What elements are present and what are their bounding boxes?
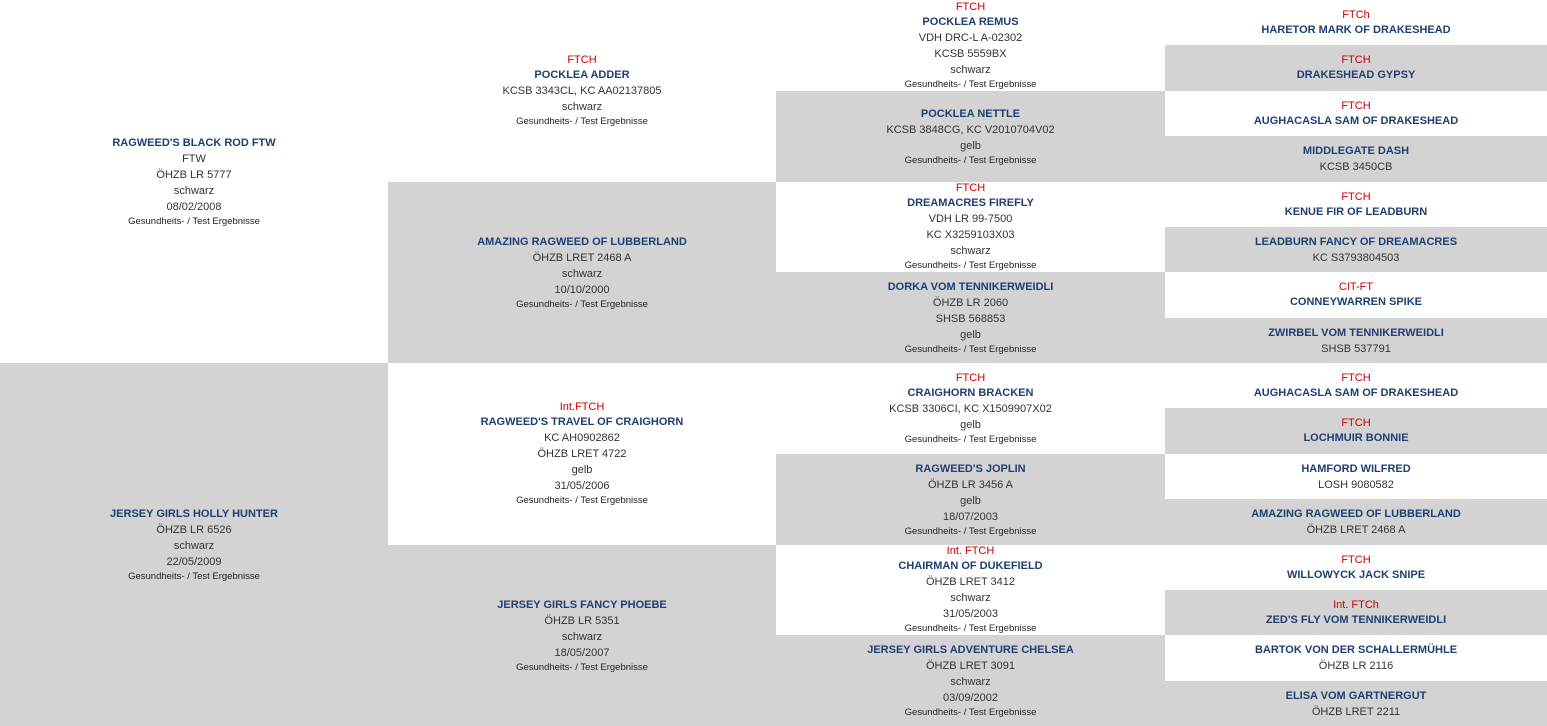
pedigree-cell-gen4-5 xyxy=(1165,227,1547,272)
pedigree-cell-gen2-0 xyxy=(388,0,776,182)
pedigree-cell-gen1-1 xyxy=(0,363,388,726)
ancestor-info: 31/05/2003 xyxy=(942,608,999,620)
ancestor-info: 10/10/2000 xyxy=(554,283,610,296)
ancestor-info: schwarz xyxy=(950,675,991,688)
ancestor-info: gelb xyxy=(571,464,593,476)
pedigree-cell-gen4-3 xyxy=(1165,136,1547,182)
ancestor-name-link[interactable]: JERSEY GIRLS ADVENTURE CHELSEA xyxy=(867,643,1074,656)
ancestor-info: schwarz xyxy=(173,184,215,197)
ancestor-name-link[interactable]: ELISA VOM GARTNERGUT xyxy=(1285,689,1427,702)
ancestor-info: KC X3259103X03 xyxy=(926,229,1015,241)
pedigree-cell-gen4-1 xyxy=(1165,45,1547,91)
ancestor-info: KC AH0902862 xyxy=(544,432,620,444)
health-test-results-link[interactable]: Gesundheits- / Test Ergebnisse xyxy=(904,525,1037,537)
health-test-results-link[interactable]: Gesundheits- / Test Ergebnisse xyxy=(904,623,1037,634)
ancestor-name-link[interactable]: CHAIRMAN OF DUKEFIELD xyxy=(898,560,1043,572)
ancestor-info: ÖHZB LRET 4722 xyxy=(537,448,627,460)
health-test-results-link[interactable]: Gesundheits- / Test Ergebnisse xyxy=(516,495,648,506)
ancestor-title: FTCH xyxy=(1341,99,1371,112)
pedigree-cell-gen3-4 xyxy=(776,363,1165,454)
health-test-results-link[interactable]: Gesundheits- / Test Ergebnisse xyxy=(904,343,1037,355)
ancestor-name-link[interactable]: LOCHMUIR BONNIE xyxy=(1303,432,1409,444)
ancestor-info: gelb xyxy=(960,328,981,341)
pedigree-cell-gen4-7 xyxy=(1165,318,1547,363)
health-test-results-link[interactable]: Gesundheits- / Test Ergebnisse xyxy=(904,260,1037,271)
ancestor-title: FTCH xyxy=(955,182,986,194)
ancestor-info: SHSB 568853 xyxy=(935,312,1006,325)
ancestor-title: FTCH xyxy=(567,54,597,66)
pedigree-cell-gen3-7 xyxy=(776,635,1165,726)
ancestor-title: Int. FTCh xyxy=(1333,598,1379,611)
ancestor-name-link[interactable]: DORKA VOM TENNIKERWEIDLI xyxy=(887,280,1054,293)
pedigree-cell-gen4-2 xyxy=(1165,91,1547,136)
pedigree-cell-gen4-14 xyxy=(1165,635,1547,681)
ancestor-title: FTCH xyxy=(1341,190,1371,203)
ancestor-info: schwarz xyxy=(950,245,991,257)
ancestor-title: FTCH xyxy=(1341,417,1371,429)
ancestor-info: schwarz xyxy=(561,630,603,643)
ancestor-info: gelb xyxy=(960,139,981,152)
ancestor-info: ÖHZB LRET 2211 xyxy=(1311,705,1401,718)
ancestor-info: ÖHZB LRET 3412 xyxy=(925,576,1016,588)
ancestor-title: CIT-FT xyxy=(1338,281,1374,293)
pedigree-cell-gen4-11 xyxy=(1165,499,1547,545)
ancestor-info: VDH DRC-L A-02302 xyxy=(918,31,1023,44)
ancestor-info: schwarz xyxy=(950,63,991,76)
pedigree-cell-gen4-10 xyxy=(1165,454,1547,499)
ancestor-info: ÖHZB LR 5777 xyxy=(156,168,232,181)
pedigree-cell-gen3-2 xyxy=(776,182,1165,272)
ancestor-info: KCSB 5559BX xyxy=(934,47,1007,60)
ancestor-name-link[interactable]: DRAKESHEAD GYPSY xyxy=(1296,69,1416,81)
ancestor-name-link[interactable]: LEADBURN FANCY OF DREAMACRES xyxy=(1254,235,1458,248)
pedigree-cell-gen3-3 xyxy=(776,272,1165,363)
health-test-results-link[interactable]: Gesundheits- / Test Ergebnisse xyxy=(904,433,1037,445)
ancestor-name-link[interactable]: DREAMACRES FIREFLY xyxy=(907,197,1034,209)
pedigree-cell-gen2-3 xyxy=(388,545,776,726)
ancestor-title: FTCH xyxy=(955,0,986,13)
ancestor-info: ÖHZB LR 6526 xyxy=(156,523,232,536)
health-test-results-link[interactable]: Gesundheits- / Test Ergebnisse xyxy=(516,298,648,310)
ancestor-name-link[interactable]: HARETOR MARK OF DRAKESHEAD xyxy=(1261,23,1451,36)
pedigree-cell-gen1-0 xyxy=(0,0,388,363)
pedigree-cell-gen2-1 xyxy=(388,182,776,363)
ancestor-name-link[interactable]: RAGWEED'S JOPLIN xyxy=(915,462,1026,475)
ancestor-info: ÖHZB LR 2116 xyxy=(1318,660,1394,672)
ancestor-info: ÖHZB LR 3456 A xyxy=(928,478,1013,491)
ancestor-info: ÖHZB LRET 3091 xyxy=(925,659,1016,672)
ancestor-info: ÖHZB LRET 2468 A xyxy=(532,251,632,264)
ancestor-title: FTCH xyxy=(1341,553,1371,566)
ancestor-title: FTCH xyxy=(1341,371,1371,384)
ancestor-title: Int. FTCH xyxy=(946,545,995,557)
health-test-results-link[interactable]: Gesundheits- / Test Ergebnisse xyxy=(128,570,260,582)
ancestor-name-link[interactable]: JERSEY GIRLS HOLLY HUNTER xyxy=(110,507,278,520)
ancestor-info: 03/09/2002 xyxy=(942,691,999,704)
pedigree-cell-gen3-0 xyxy=(776,0,1165,91)
ancestor-info: ÖHZB LRET 2468 A xyxy=(1306,524,1406,536)
ancestor-info: KCSB 3343CL, KC AA02137805 xyxy=(502,85,662,97)
ancestor-name-link[interactable]: POCKLEA ADDER xyxy=(534,69,630,81)
ancestor-name-link[interactable]: CONNEYWARREN SPIKE xyxy=(1289,296,1423,308)
ancestor-name-link[interactable]: ZWIRBEL VOM TENNIKERWEIDLI xyxy=(1268,326,1444,339)
ancestor-title: FTCH xyxy=(955,371,986,384)
ancestor-title: FTCh xyxy=(1342,8,1370,21)
ancestor-name-link[interactable]: RAGWEED'S BLACK ROD FTW xyxy=(112,136,276,149)
ancestor-info: LOSH 9080582 xyxy=(1318,478,1394,491)
ancestor-info: 22/05/2009 xyxy=(166,555,222,568)
ancestor-name-link[interactable]: POCKLEA NETTLE xyxy=(920,107,1021,120)
ancestor-info: gelb xyxy=(960,494,981,507)
pedigree-cell-gen4-12 xyxy=(1165,545,1547,590)
ancestor-info: ÖHZB LR 5351 xyxy=(544,614,620,627)
pedigree-cell-gen4-9 xyxy=(1165,408,1547,454)
ancestor-info: schwarz xyxy=(173,539,215,552)
pedigree-cell-gen3-5 xyxy=(776,454,1165,545)
pedigree-cell-gen4-6 xyxy=(1165,272,1547,318)
pedigree-cell-gen4-8 xyxy=(1165,363,1547,408)
ancestor-info: ÖHZB LR 2060 xyxy=(932,296,1009,309)
ancestor-info: VDH LR 99-7500 xyxy=(928,213,1013,225)
health-test-results-link[interactable]: Gesundheits- / Test Ergebnisse xyxy=(904,78,1037,90)
health-test-results-link[interactable]: Gesundheits- / Test Ergebnisse xyxy=(128,215,260,227)
ancestor-name-link[interactable]: KENUE FIR OF LEADBURN xyxy=(1284,205,1428,218)
health-test-results-link[interactable]: Gesundheits- / Test Ergebnisse xyxy=(904,706,1037,718)
ancestor-title: FTCH xyxy=(1341,54,1371,66)
ancestor-info: FTW xyxy=(182,152,206,165)
ancestor-info: 31/05/2006 xyxy=(554,480,610,492)
ancestor-name-link[interactable]: POCKLEA REMUS xyxy=(922,15,1019,28)
ancestor-name-link[interactable]: RAGWEED'S TRAVEL OF CRAIGHORN xyxy=(480,416,684,428)
ancestor-name-link[interactable]: AMAZING RAGWEED OF LUBBERLAND xyxy=(477,235,687,248)
ancestor-name-link[interactable]: BARTOK VON DER SCHALLERMÜHLE xyxy=(1254,644,1458,656)
pedigree-cell-gen4-13 xyxy=(1165,590,1547,635)
health-test-results-link[interactable]: Gesundheits- / Test Ergebnisse xyxy=(516,116,648,127)
ancestor-name-link[interactable]: AMAZING RAGWEED OF LUBBERLAND xyxy=(1251,508,1461,520)
ancestor-info: gelb xyxy=(960,418,981,431)
ancestor-info: KCSB 3306CI, KC X1509907X02 xyxy=(889,402,1052,415)
ancestor-info: SHSB 537791 xyxy=(1321,342,1391,355)
ancestor-info: 18/05/2007 xyxy=(554,646,610,659)
ancestor-name-link[interactable]: AUGHACASLA SAM OF DRAKESHEAD xyxy=(1253,114,1459,127)
pedigree-cell-gen2-2 xyxy=(388,363,776,545)
health-test-results-link[interactable]: Gesundheits- / Test Ergebnisse xyxy=(516,661,648,673)
pedigree-cell-gen4-4 xyxy=(1165,182,1547,227)
ancestor-info: schwarz xyxy=(950,592,991,604)
ancestor-name-link[interactable]: WILLOWYCK JACK SNIPE xyxy=(1286,568,1426,581)
ancestor-name-link[interactable]: MIDDLEGATE DASH xyxy=(1302,145,1410,157)
health-test-results-link[interactable]: Gesundheits- / Test Ergebnisse xyxy=(904,154,1037,166)
ancestor-name-link[interactable]: CRAIGHORN BRACKEN xyxy=(907,386,1034,399)
ancestor-info: KCSB 3848CG, KC V2010704V02 xyxy=(886,123,1055,136)
pedigree-cell-gen4-0 xyxy=(1165,0,1547,45)
pedigree-cell-gen3-1 xyxy=(776,91,1165,182)
ancestor-info: KCSB 3450CB xyxy=(1319,161,1393,173)
ancestor-name-link[interactable]: AUGHACASLA SAM OF DRAKESHEAD xyxy=(1253,386,1459,399)
pedigree-cell-gen4-15 xyxy=(1165,681,1547,726)
ancestor-info: schwarz xyxy=(561,267,603,280)
ancestor-info: 08/02/2008 xyxy=(166,200,222,213)
ancestor-name-link[interactable]: JERSEY GIRLS FANCY PHOEBE xyxy=(497,598,667,611)
pedigree-cell-gen3-6 xyxy=(776,545,1165,635)
ancestor-title: Int.FTCH xyxy=(559,401,605,413)
ancestor-info: KC S3793804503 xyxy=(1312,251,1400,264)
ancestor-info: 18/07/2003 xyxy=(942,510,999,523)
ancestor-name-link[interactable]: HAMFORD WILFRED xyxy=(1301,462,1411,475)
ancestor-name-link[interactable]: ZED'S FLY VOM TENNIKERWEIDLI xyxy=(1265,613,1447,626)
ancestor-info: schwarz xyxy=(561,101,603,113)
